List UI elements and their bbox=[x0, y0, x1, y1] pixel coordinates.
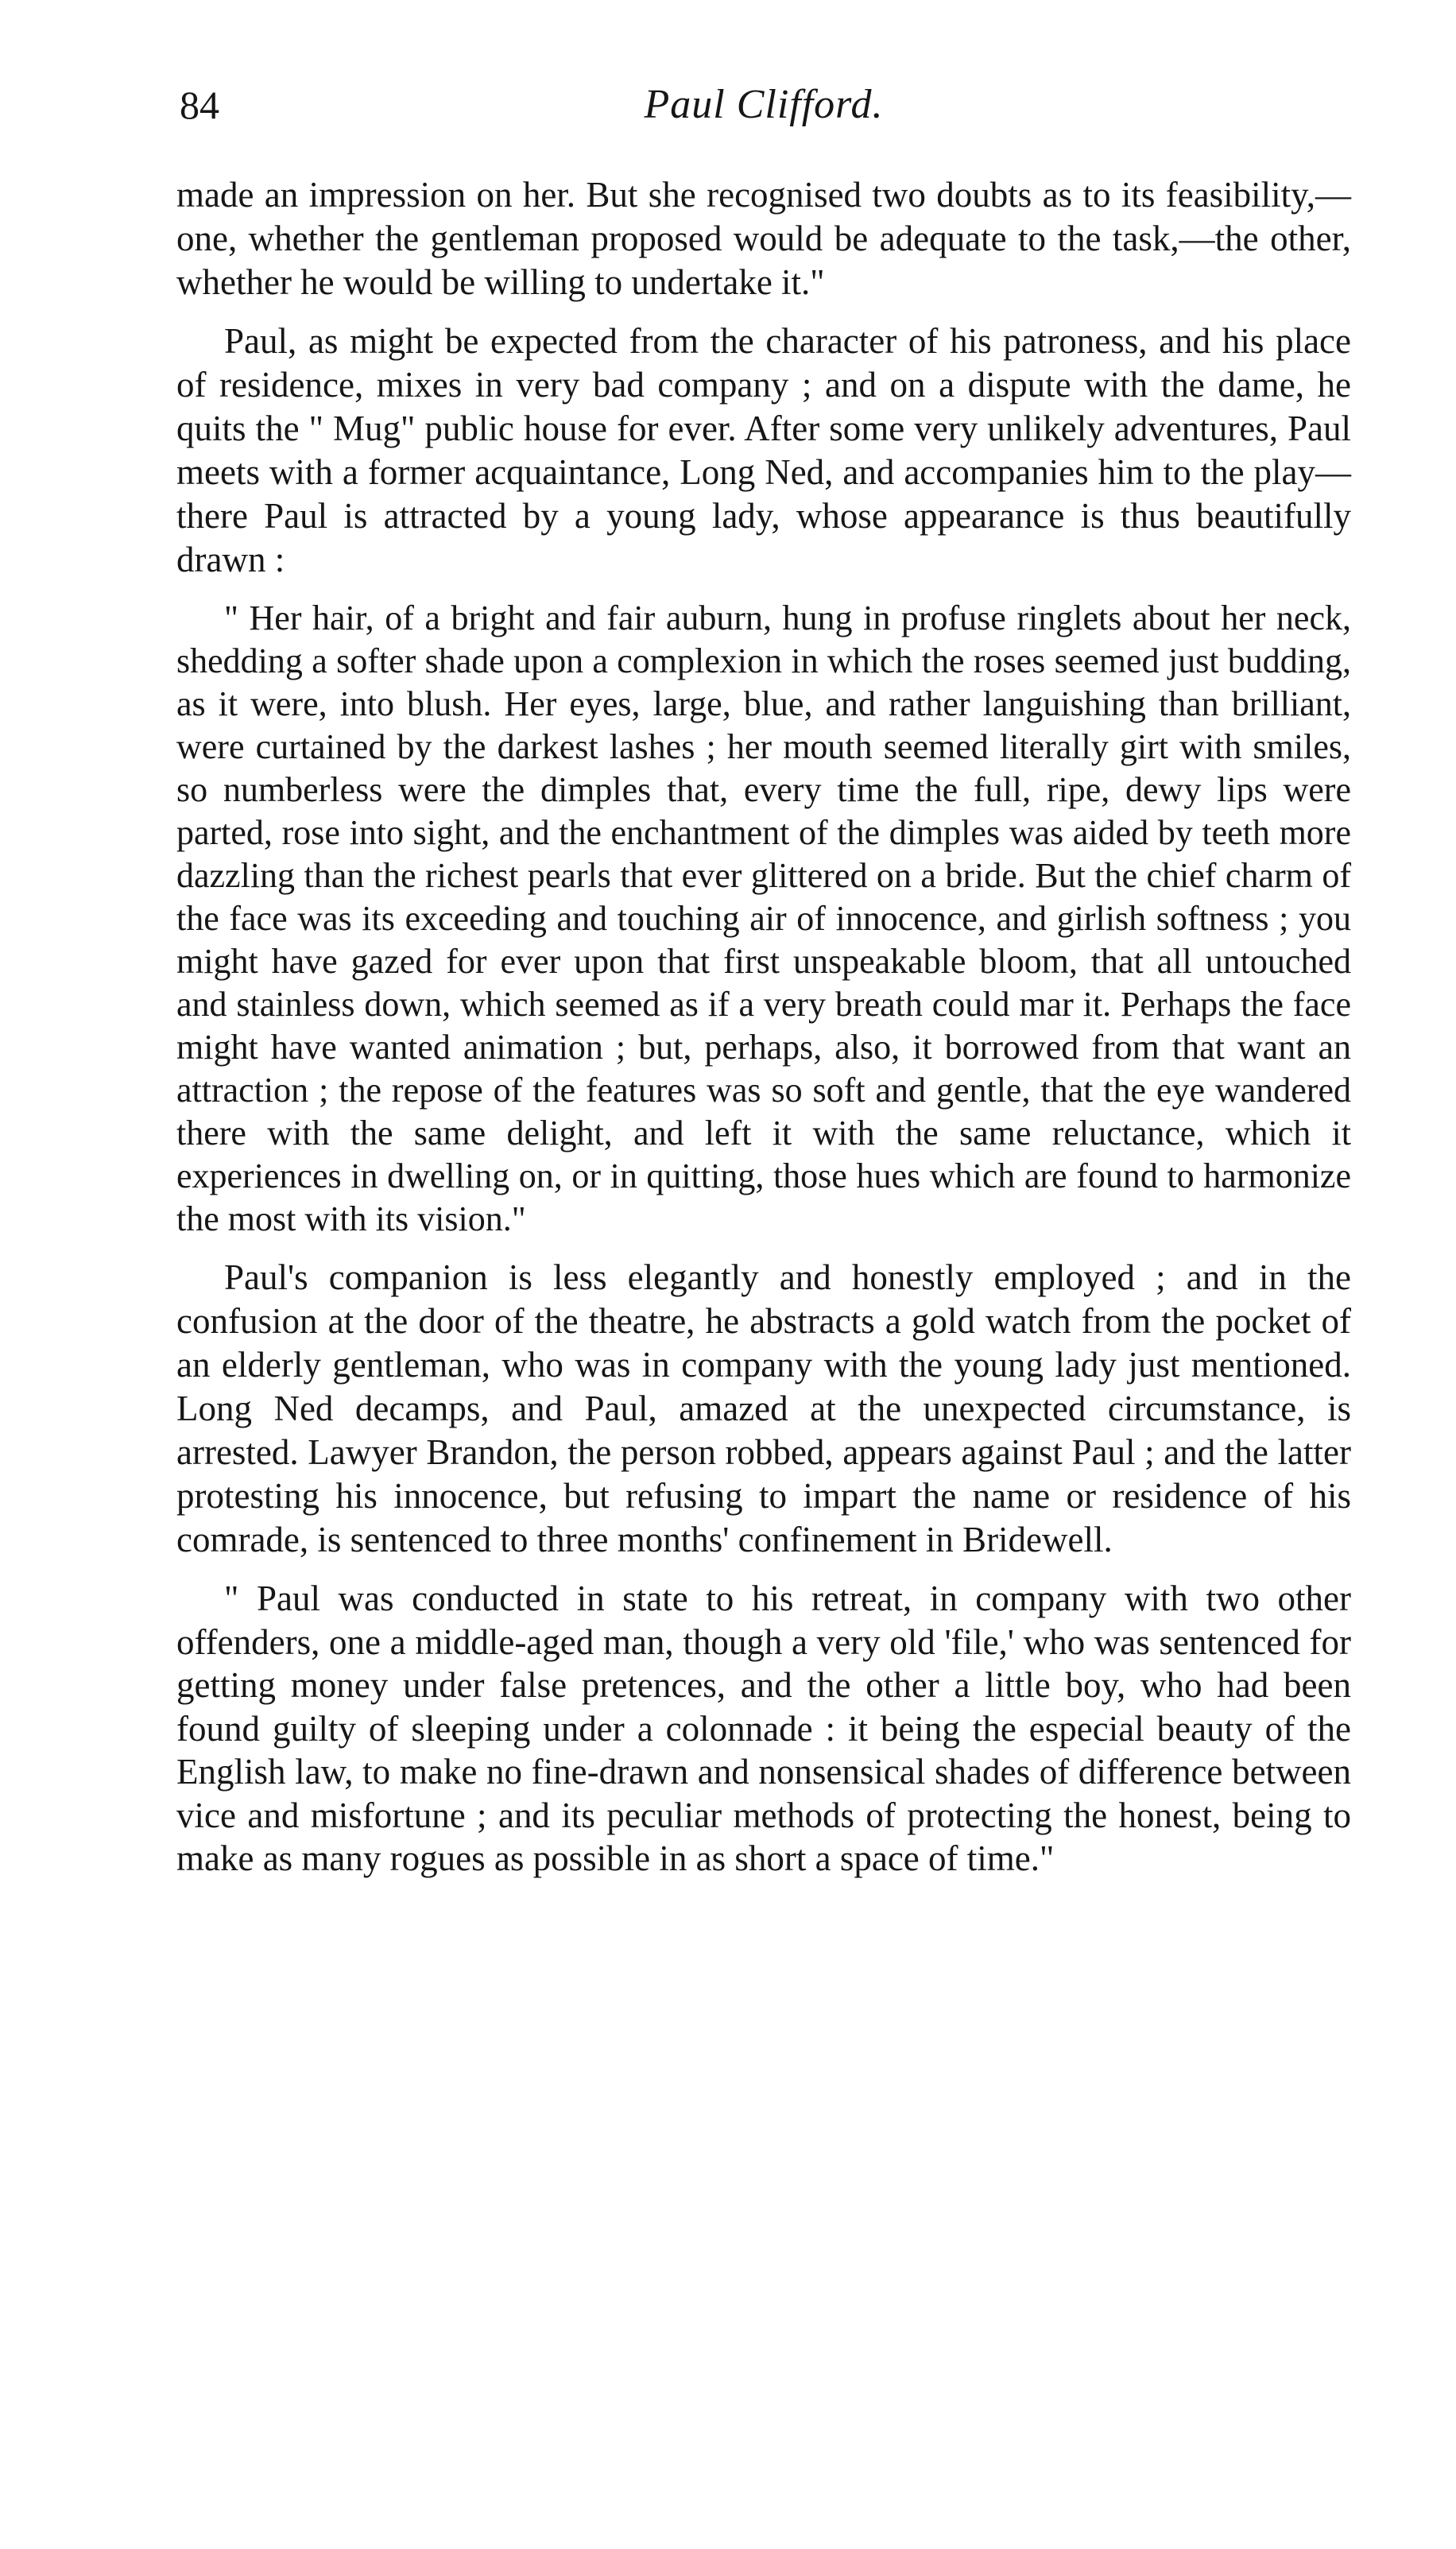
body-text bbox=[176, 173, 1351, 1896]
page-header bbox=[180, 81, 1348, 145]
paragraph-summary: Paul, as might be expected from the character of his patroness, and his place of residence, mixes in very bad company ; and on a dispute with the dame, he quits the " Mug" public house for ever. After some very unlikely adventures, Paul meets with a former acquaintance, Long Ned, and accompanies him to the play—there Paul is attracted by a young lady, whose appearance is thus beautifully drawn : bbox=[176, 321, 1351, 579]
paragraph-continuation: made an impression on her. But she recognised two doubts as to its feasibility,—one, whether the gentleman proposed would be adequate to the task,—the other, whether he would be willing to undertake it." bbox=[176, 175, 1351, 302]
paragraph-quote-description: " Her hair, of a bright and fair auburn, hung in profuse ringlets about her neck, shedding a softer shade upon a complexion in which the roses seemed just budding, as it were, into blush. Her eyes, large, blue, and rather languishing than brilliant, were curtained by the darkest lashes ; her mouth seemed literally girt with smiles, so numberless were the dimples that, every time the full, ripe, dewy lips were parted, rose into sight, and the enchantment of the dimples was aided by teeth more dazzling than the richest pearls that ever glittered on a bride. But the chief charm of the face was its exceeding and touching air of innocence, and girlish softness ; you might have gazed for ever upon that first unspeakable bloom, that all untouched and stainless down, which seemed as if a very breath could mar it. Perhaps the face might have wanted animation ; but, perhaps, also, it borrowed from that want an attraction ; the repose of the features was so soft and gentle, that the eye wandered there with the same delight, and left it with the same reluctance, which it experiences in dwelling on, or in quitting, those hues which are found to harmonize the most with its vision." bbox=[176, 599, 1351, 1238]
page-number: 84 bbox=[180, 83, 219, 127]
running-title: Paul Clifford. bbox=[644, 82, 884, 127]
paragraph-quote-bridewell: " Paul was conducted in state to his retreat, in company with two other offenders, one a middle-aged man, though a very old 'file,' who was sentenced for getting money under false pretences, and the other a little boy, who had been found guilty of sleeping under a colonnade : it being the especial beauty of the English law, to make no fine-drawn and nonsensical shades of difference between vice and misfortune ; and its peculiar methods of protecting the honest, being to make as many rogues as possible in as short a space of time." bbox=[176, 1579, 1351, 1878]
paragraph-summary-arrest: Paul's companion is less elegantly and honestly employed ; and in the confusion at the door of the theatre, he abstracts a gold watch from the pocket of an elderly gentleman, who was in company with the young lady just mentioned. Long Ned decamps, and Paul, amazed at the unexpected circumstance, is arrested. Lawyer Brandon, the person robbed, appears against Paul ; and the latter protesting his innocence, but refusing to impart the name or residence of his comrade, is sentenced to three months' confinement in Bridewell. bbox=[176, 1257, 1351, 1559]
